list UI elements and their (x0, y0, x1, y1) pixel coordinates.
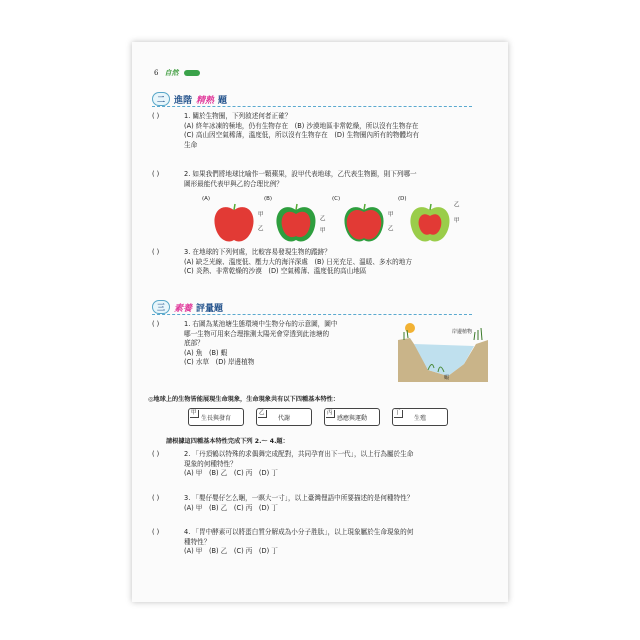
question-stem-cont: 哪一生物可用來合理推測太陽光會穿透到此池塘的 (184, 329, 330, 338)
apple-icon (408, 202, 452, 244)
question-stem-cont: 種特性？ (184, 537, 211, 546)
trait-box (256, 408, 312, 426)
literacy-question-4 (152, 528, 492, 555)
trait-boxes (188, 408, 448, 426)
trait-tag: 乙 (259, 410, 265, 416)
question-options: (A) 終年冰凍的極地，仍有生物存在 (B) 沙漠地區非常乾燥，所以沒有生物存在 (184, 121, 419, 130)
figure-label: 岸邊植物 (452, 329, 473, 335)
apple-option-c (332, 196, 394, 232)
question-number: 1. (184, 112, 191, 120)
question-stem-cont: 圖形最能代表甲與乙的合理比例？ (184, 179, 283, 188)
apple-icon (212, 202, 256, 244)
question-options: (A) 魚 (B) 蝦 (184, 348, 228, 357)
trait-tag: 丁 (395, 410, 401, 416)
section-title-text: 評量題 (196, 303, 224, 314)
question-options: (A) 甲 (B) 乙 (C) 丙 (D) 丁 (184, 547, 278, 555)
subject-pill-icon (184, 70, 200, 76)
answer-blank[interactable]: ( ) (152, 450, 160, 458)
trait-text: 感應與運動 (336, 414, 367, 422)
question-options: 生命 (184, 140, 198, 149)
page-number: 6 (154, 69, 159, 77)
question-number: 4. (184, 528, 191, 536)
apple-icon (274, 202, 318, 244)
question-1 (152, 112, 492, 149)
answer-blank[interactable]: ( ) (152, 112, 160, 120)
page-header (154, 68, 200, 78)
trait-text: 生殖 (413, 414, 426, 422)
question-stem: 「丹頂鶴以特殊的求偶舞完成配對，共同孕育出下一代」，以上行為屬於生命 (192, 450, 414, 458)
trait-tag: 甲 (191, 410, 197, 416)
section-literacy-title (152, 300, 223, 314)
option-label: (A) (202, 196, 211, 202)
question-3 (152, 248, 492, 275)
answer-blank[interactable]: ( ) (152, 494, 160, 502)
question-2 (152, 170, 492, 188)
mark-label: 乙 (320, 216, 326, 222)
mark-label: 甲 (320, 228, 326, 234)
subject-label: 自然 (164, 69, 179, 77)
question-stem-cont: 現象的何種特性？ (184, 459, 237, 468)
question-options: (C) 水草 (D) 岸邊植物 (184, 358, 255, 366)
question-stem: 關於生物圈，下列敘述何者正確？ (192, 112, 292, 120)
trait-box (324, 408, 380, 426)
section-badge-icon: 三 (152, 300, 170, 314)
section-title-text: 進階 (174, 95, 193, 106)
figure-label: 蝦 (444, 375, 450, 381)
apple-icon (342, 202, 386, 244)
option-label: (C) (332, 196, 341, 202)
question-number: 2. (184, 450, 191, 458)
literacy-question-2 (152, 450, 492, 477)
apple-option-d (398, 196, 460, 224)
section-title-suffix: 題 (218, 95, 228, 106)
section-divider (152, 314, 472, 315)
question-options: (A) 甲 (B) 乙 (C) 丙 (D) 丁 (184, 503, 278, 512)
instruction-text: 請根據這四種基本特性完成下列 2.～ 4.題： (166, 438, 289, 445)
mark-label: 甲 (388, 212, 394, 218)
sun-icon (405, 323, 415, 333)
section-title-highlight: 素養 (174, 303, 193, 314)
section-advanced-title (152, 92, 227, 106)
pond-diagram (398, 320, 488, 381)
trait-box (188, 408, 244, 426)
question-number: 3. (184, 494, 191, 502)
mark-label: 乙 (388, 226, 394, 232)
question-number: 2. (184, 170, 191, 178)
answer-blank[interactable]: ( ) (152, 170, 160, 178)
question-stem-cont: 底部？ (184, 339, 204, 347)
apple-options (202, 196, 460, 244)
answer-blank[interactable]: ( ) (152, 320, 160, 328)
apple-option-a (202, 196, 264, 232)
trait-text: 代謝 (277, 414, 290, 422)
answer-blank[interactable]: ( ) (152, 528, 160, 536)
mark-label: 乙 (454, 202, 460, 208)
mark-label: 甲 (454, 218, 460, 224)
apple-option-b (264, 196, 326, 234)
notice-text: ◎地球上的生物皆能展現生命現象，生命現象共有以下四種基本特性： (148, 396, 340, 403)
question-options: (C) 炎熱、非常乾燥的沙漠 (D) 空氣稀薄、溫度低的高山地區 (184, 267, 367, 275)
question-stem: 在地球的下列何處，比較容易發現生物的蹤跡？ (192, 248, 331, 256)
literacy-question-3 (152, 494, 492, 512)
section-badge-icon: 二 (152, 92, 170, 106)
question-stem: 「嬰仔嬰仔乞么睏，一暝大一寸」，以上臺灣俚語中所要描述的是何種特性？ (192, 494, 414, 502)
section-divider (152, 106, 472, 107)
option-label: (B) (264, 196, 273, 202)
question-number: 3. (184, 248, 191, 256)
question-options: (A) 甲 (B) 乙 (C) 丙 (D) 丁 (184, 469, 278, 477)
option-label: (D) (398, 196, 407, 202)
question-number: 1. (184, 320, 191, 328)
trait-tag: 丙 (327, 410, 333, 416)
question-options: (C) 高山因空氣稀薄，溫度低，所以沒有生物存在 (D) 生物圈內所有的物體均有 (184, 131, 420, 139)
question-stem: 「胃中酵素可以將蛋白質分解成為小分子胜肽」，以上現象屬於生命現象的何 (192, 528, 414, 536)
trait-box (392, 408, 448, 426)
answer-blank[interactable]: ( ) (152, 248, 160, 256)
trait-text: 生長與發育 (200, 414, 231, 422)
worksheet-page (132, 42, 508, 602)
section-title-highlight: 精熟 (196, 95, 215, 106)
question-options: (A) 缺乏光線、溫度低、壓力大的海洋深處 (B) 日光充足、溫暖、多水的地方 (184, 257, 412, 266)
pond-figure-icon (398, 320, 488, 382)
mark-label: 乙 (258, 226, 264, 232)
question-stem: 如果我們將地球比喻作一顆蘋果，設甲代表地球，乙代表生物圈，則下列哪一 (192, 170, 417, 178)
question-stem: 右圖為某池塘生態環境中生物分布的示意圖，圖中 (192, 320, 338, 328)
mark-label: 甲 (258, 212, 264, 218)
